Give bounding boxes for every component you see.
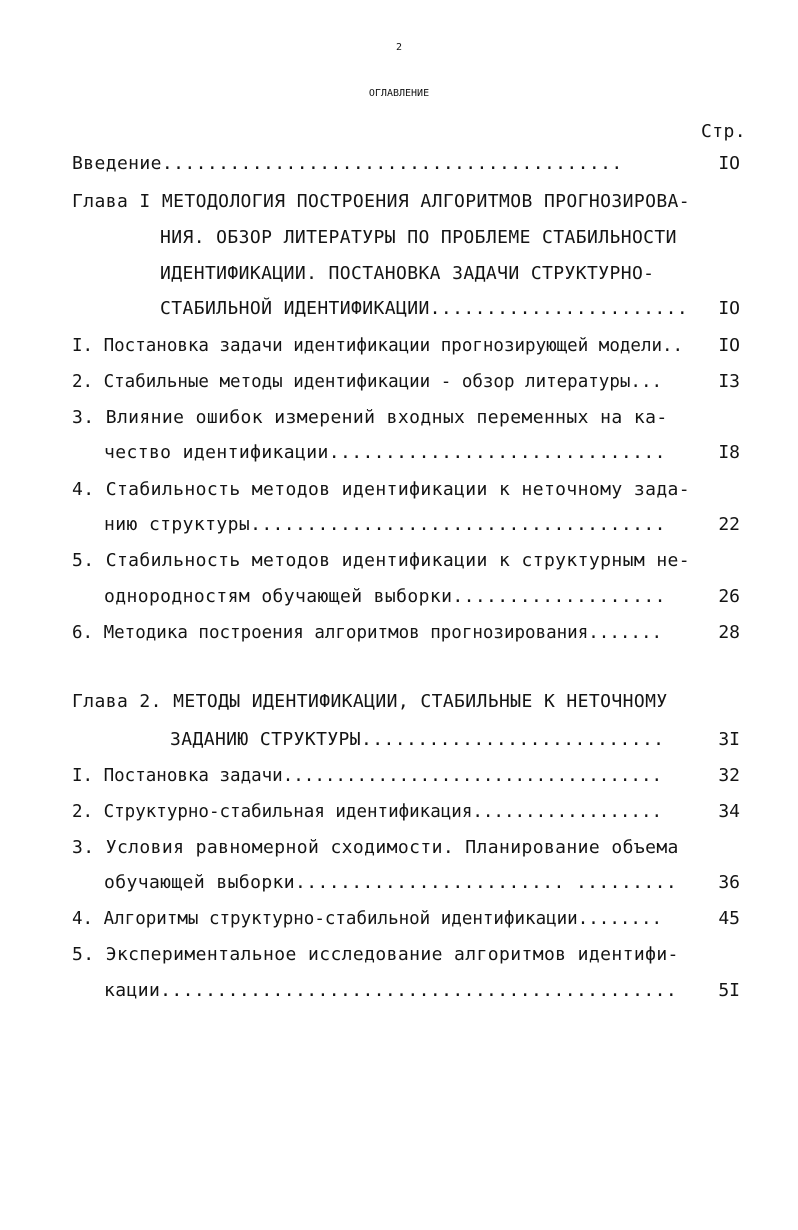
toc-entry: 2. Структурно-стабильная идентификация.................. [72,802,663,822]
toc-entry: 4. Стабильность методов идентификации к неточному зада- [72,479,691,500]
toc-chapter-1-title-cont: ИДЕНТИФИКАЦИИ. ПОСТАНОВКА ЗАДАЧИ СТРУКТУРНО- [160,263,655,284]
toc-page: IO [718,153,740,174]
toc-page: 3I [718,729,740,750]
toc-entry-cont: нию структуры..................................... [104,514,666,535]
toc-entry: 5. Стабильность методов идентификации к структурным не- [72,550,691,571]
toc-page: 45 [718,908,740,929]
toc-entry: I. Постановка задачи.................................... [72,766,663,786]
toc-entry: 3. Влияние ошибок измерений входных переменных на ка- [72,407,668,428]
toc-page: 36 [718,872,740,893]
toc-page: 34 [718,801,740,822]
toc-entry: 6. Методика построения алгоритмов прогнозирования....... [72,623,663,643]
toc-page: 32 [718,765,740,786]
toc-page: 28 [718,622,740,643]
page-number: 2 [395,42,403,53]
page-column-header: Стр. [701,121,746,142]
page-title: ОГЛАВЛЕНИЕ [368,88,430,99]
toc-chapter-1-title-cont: НИЯ. ОБЗОР ЛИТЕРАТУРЫ ПО ПРОБЛЕМЕ СТАБИЛЬНОСТИ [160,227,677,248]
toc-entry: I. Постановка задачи идентификации прогнозирующей модели.. [72,336,684,356]
toc-entry: 5. Экспериментальное исследование алгоритмов идентифи- [72,944,679,965]
toc-chapter-2-title: Глава 2. МЕТОДЫ ИДЕНТИФИКАЦИИ, СТАБИЛЬНЫЕ К НЕТОЧНОМУ [72,691,668,712]
toc-entry: 2. Стабильные методы идентификации - обзор литературы... [72,372,663,392]
toc-entry-cont: кации.............................................. [104,980,678,1001]
toc-entry-cont: обучающей выборки........................ ......... [104,872,678,893]
toc-entry-cont: однородностям обучающей выборки................... [104,586,666,607]
toc-page: IO [718,298,740,319]
toc-page: 22 [718,514,740,535]
toc-chapter-1-title: Глава I МЕТОДОЛОГИЯ ПОСТРОЕНИЯ АЛГОРИТМОВ ПРОГНОЗИРОВА- [72,191,691,212]
toc-entry: 3. Условия равномерной сходимости. Планирование объема [72,837,679,858]
toc-entry: 4. Алгоритмы структурно-стабильной идентификации........ [72,909,663,929]
toc-page: 26 [718,586,740,607]
toc-page: I3 [718,371,740,392]
toc-page: I8 [718,442,740,463]
toc-page: IO [718,335,740,356]
toc-page: 5I [718,980,740,1001]
toc-chapter-1-title-cont: СТАБИЛЬНОЙ ИДЕНТИФИКАЦИИ....................... [160,298,689,319]
toc-chapter-2-title-cont: ЗАДАНИЮ СТРУКТУРЫ........................... [170,729,665,750]
toc-entry-intro: Введение......................................... [72,153,623,174]
toc-entry-cont: чество идентификации.............................. [104,442,666,463]
